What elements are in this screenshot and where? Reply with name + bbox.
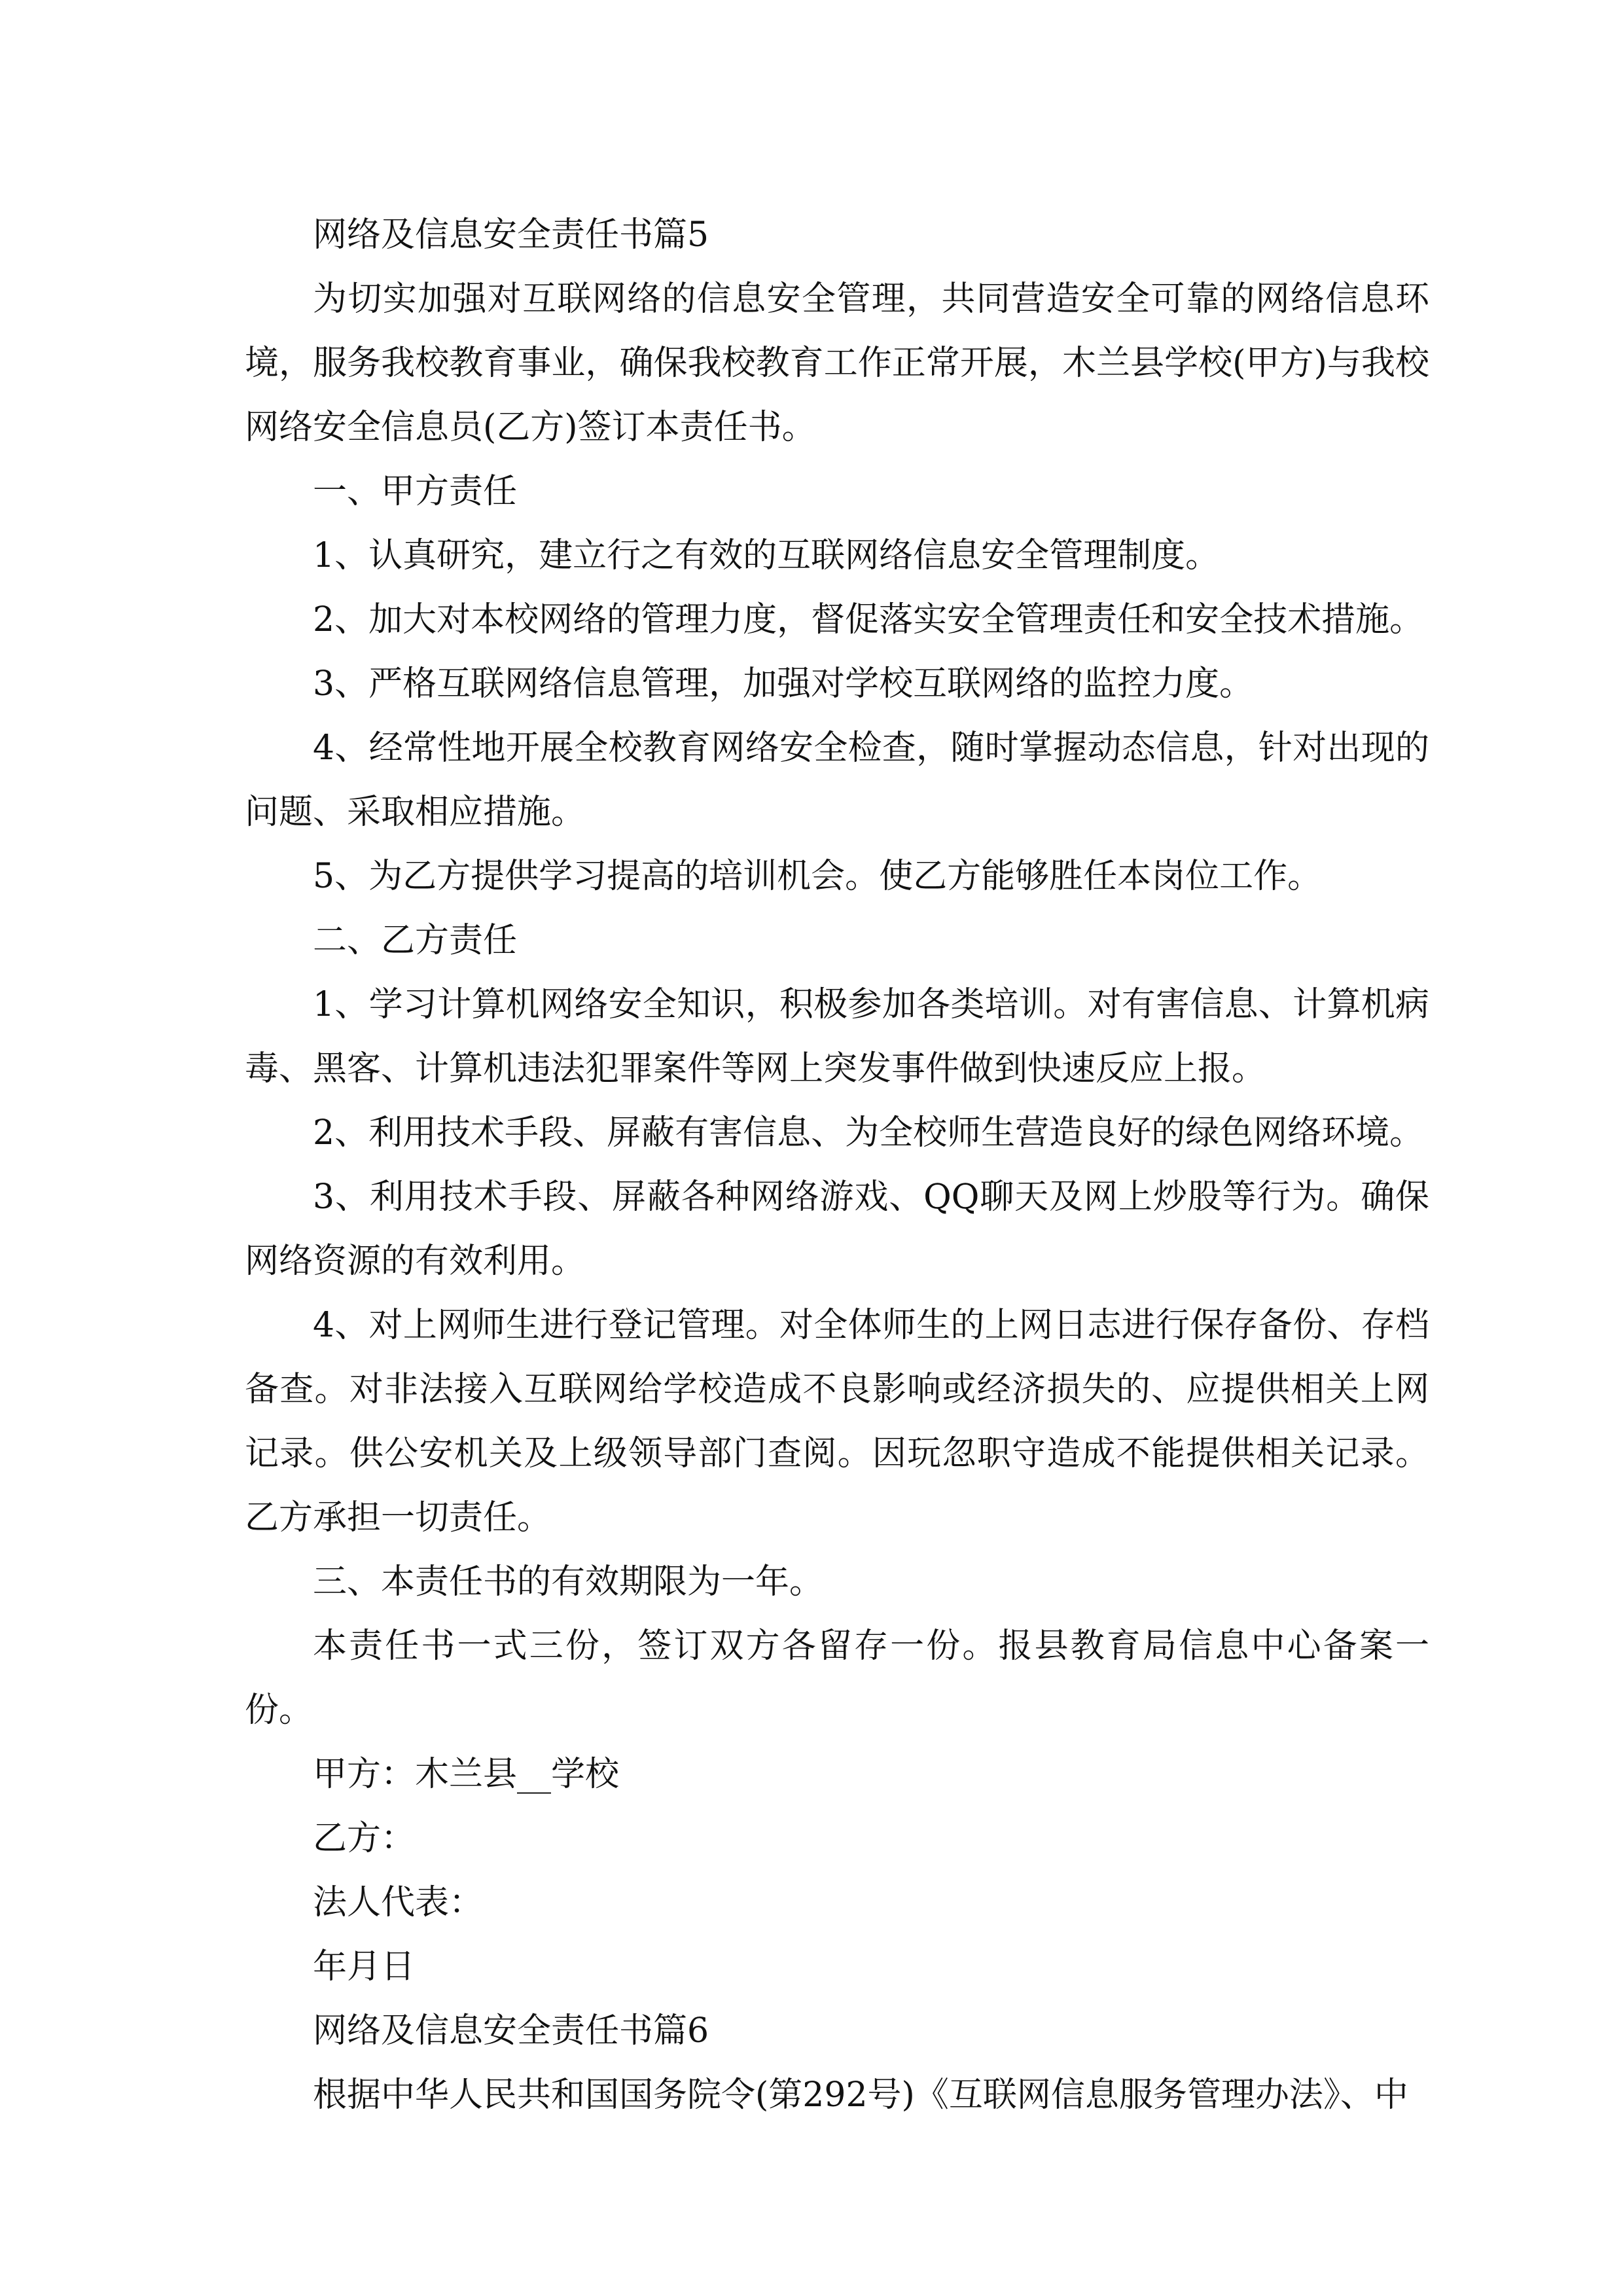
- party-a-item: 2、加大对本校网络的管理力度，督促落实安全管理责任和安全技术措施。: [313, 600, 1424, 639]
- party-a-heading: 一、甲方责任: [313, 472, 518, 511]
- party-a-item: 4、经常性地开展全校教育网络安全检查，随时掌握动态信息，针对出现的问题、采取相应措施。: [245, 728, 1429, 832]
- next-section-heading: 网络及信息安全责任书篇6: [313, 2011, 709, 2051]
- document-body: [245, 203, 1429, 2127]
- party-b-item: 3、利用技术手段、屏蔽各种网络游戏、QQ聊天及网上炒股等行为。确保网络资源的有效利用。: [245, 1177, 1429, 1281]
- validity-clause: 三、本责任书的有效期限为一年。: [313, 1562, 824, 1602]
- party-b-item: 2、利用技术手段、屏蔽有害信息、为全校师生营造良好的绿色网络环境。: [313, 1113, 1424, 1153]
- party-b-heading: 二、乙方责任: [313, 921, 518, 960]
- signature-party-a: 甲方：木兰县__学校: [313, 1755, 620, 1794]
- intro-paragraph: 为切实加强对互联网络的信息安全管理，共同营造安全可靠的网络信息环境，服务我校教育事业，确保我校教育工作正常开展，木兰县学校(甲方)与我校网络安全信息员(乙方)签订本责任书。: [245, 279, 1429, 447]
- section-heading: 网络及信息安全责任书篇5: [313, 215, 709, 255]
- signature-party-b: 乙方：: [313, 1819, 416, 1858]
- party-a-item: 5、为乙方提供学习提高的培训机会。使乙方能够胜任本岗位工作。: [313, 857, 1322, 896]
- party-a-item: 1、认真研究，建立行之有效的互联网络信息安全管理制度。: [313, 536, 1220, 575]
- party-b-item: 1、学习计算机网络安全知识，积极参加各类培训。对有害信息、计算机病毒、黑客、计算机违法犯罪案件等网上突发事件做到快速反应上报。: [245, 985, 1429, 1088]
- party-a-item: 3、严格互联网络信息管理，加强对学校互联网络的监控力度。: [313, 664, 1254, 704]
- next-section-paragraph: 根据中华人民共和国国务院令(第292号)《互联网信息服务管理办法》、中: [313, 2075, 1408, 2115]
- legal-representative: 法人代表：: [313, 1883, 484, 1922]
- party-b-item: 4、对上网师生进行登记管理。对全体师生的上网日志进行保存备份、存档备查。对非法接入互联网给学校造成不良影响或经济损失的、应提供相关上网记录。供公安机关及上级领导部门查阅。因玩忽职守造成不能提供相关记录。乙方承担一切责任。: [245, 1306, 1429, 1537]
- copies-clause: 本责任书一式三份，签订双方各留存一份。报县教育局信息中心备案一份。: [245, 1626, 1429, 1730]
- date-line: 年月日: [313, 1947, 416, 1986]
